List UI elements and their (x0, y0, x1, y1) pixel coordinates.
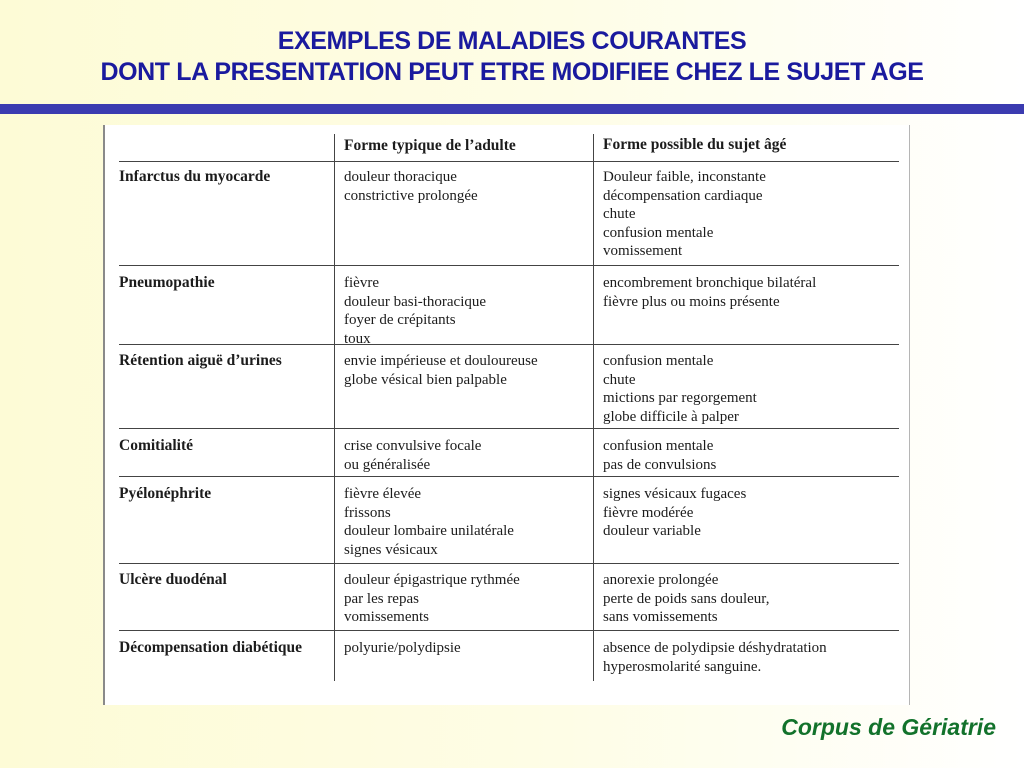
cell-line: foyer de crépitants (344, 312, 456, 328)
typical-form-cell (344, 437, 481, 474)
elderly-form-cell (603, 168, 766, 261)
row-divider (119, 344, 899, 345)
cell-line: crise convulsive focale (344, 438, 482, 454)
cell-line: par les repas (344, 590, 419, 607)
title-line-2: DONT LA PRESENTATION PEUT ETRE MODIFIEE CHEZ LE SUJET AGE (100, 58, 924, 86)
typical-form-cell (344, 485, 514, 559)
cell-line: fièvre élevée (344, 486, 422, 502)
row-divider (119, 161, 899, 162)
cell-line: chute (603, 371, 636, 388)
cell-line: globe vésical bien palpable (344, 371, 507, 388)
cell-line: signes vésicaux (344, 541, 438, 558)
cell-line: encombrement bronchique bilatéral (603, 275, 817, 291)
disease-table (115, 131, 900, 693)
cell-line: pas de convulsions (603, 456, 717, 473)
cell-line: globe difficile à palper (603, 408, 739, 425)
cell-line: douleur thoracique (344, 169, 457, 185)
cell-line: décompensation cardiaque (603, 187, 763, 204)
cell-line: envie impérieuse et douloureuse (344, 353, 538, 369)
title-line-1: EXEMPLES DE MALADIES COURANTES (277, 27, 747, 55)
disease-name: Ulcère duodénal (119, 571, 227, 588)
disease-name: Infarctus du myocarde (119, 168, 271, 185)
cell-line: douleur basi-thoracique (344, 293, 487, 310)
cell-line: confusion mentale (603, 353, 714, 369)
cell-line: fièvre modérée (603, 504, 694, 521)
cell-line: douleur variable (603, 523, 701, 539)
cell-line: vomissement (603, 243, 683, 259)
disease-name: Rétention aiguë d’urines (119, 352, 282, 369)
column-divider (593, 134, 594, 681)
cell-line: confusion mentale (603, 438, 714, 454)
disease-name: Pyélonéphrite (119, 485, 212, 502)
elderly-form-cell (603, 274, 816, 311)
disease-name: Pneumopathie (119, 274, 215, 291)
elderly-form-cell (603, 437, 716, 474)
cell-line: douleur lombaire unilatérale (344, 523, 514, 539)
cell-line: chute (603, 206, 636, 222)
typical-form-cell (344, 571, 520, 627)
cell-line: vomissements (344, 609, 429, 625)
cell-line: fièvre plus ou moins présente (603, 293, 780, 310)
cell-line: polyurie/polydipsie (344, 640, 461, 656)
row-divider (119, 563, 899, 564)
typical-form-cell (344, 274, 486, 348)
disease-name: Comitialité (119, 437, 194, 454)
elderly-form-cell (603, 485, 746, 541)
cell-line: anorexie prolongée (603, 572, 719, 588)
elderly-form-cell (603, 352, 757, 426)
typical-form-cell (344, 168, 478, 205)
elderly-form-cell (603, 571, 769, 627)
cell-line: absence de polydipsie déshydratation (603, 640, 827, 656)
typical-form-cell (344, 352, 538, 389)
cell-line: fièvre (344, 275, 379, 291)
cell-line: perte de poids sans douleur, (603, 590, 770, 607)
row-divider (119, 476, 899, 477)
scanned-table-image (103, 125, 910, 705)
column-divider (334, 134, 335, 681)
cell-line: mictions par regorgement (603, 390, 757, 406)
cell-line: sans vomissements (603, 609, 718, 625)
title-divider (0, 104, 1024, 114)
cell-line: frissons (344, 504, 391, 521)
row-divider (119, 428, 899, 429)
cell-line: constrictive prolongée (344, 187, 478, 204)
footer-source: Corpus de Gériatrie (781, 714, 996, 740)
elderly-form-cell (603, 639, 827, 676)
cell-line: signes vésicaux fugaces (603, 486, 747, 502)
cell-line: toux (344, 330, 371, 347)
cell-line: Douleur faible, inconstante (603, 169, 766, 185)
cell-line: hyperosmolarité sanguine. (603, 658, 762, 675)
header-elderly-form: Forme possible du sujet âgé (603, 136, 787, 153)
cell-line: ou généralisée (344, 456, 431, 473)
header-typical-form: Forme typique de l’adulte (344, 137, 516, 154)
cell-line: confusion mentale (603, 224, 714, 241)
cell-line: douleur épigastrique rythmée (344, 572, 520, 588)
slide-title (0, 26, 1024, 88)
row-divider (119, 265, 899, 266)
row-divider (119, 630, 899, 631)
disease-name: Décompensation diabétique (119, 639, 302, 656)
typical-form-cell (344, 639, 461, 658)
